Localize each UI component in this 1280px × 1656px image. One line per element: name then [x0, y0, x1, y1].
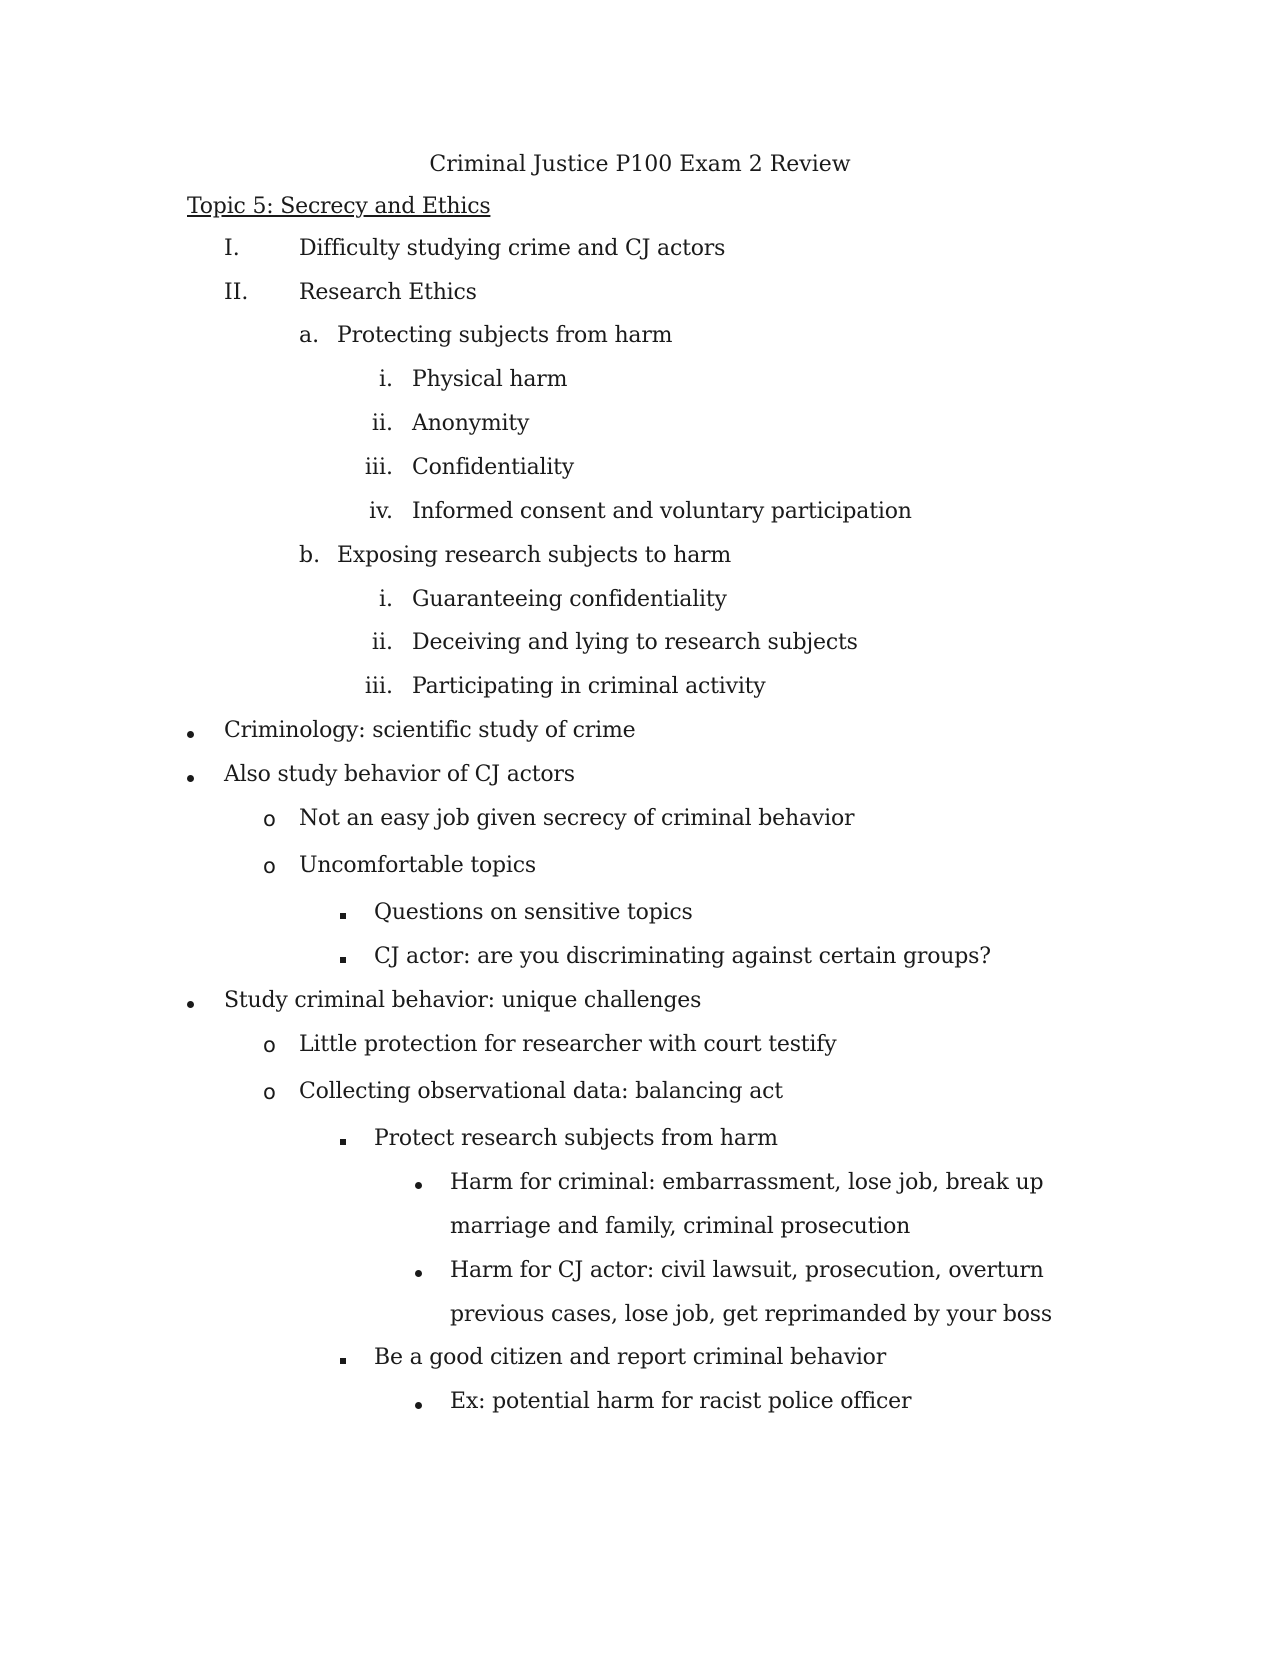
- sub-bullet-text: Little protection for researcher with court testify: [299, 1032, 837, 1057]
- sub-bullet-text: Not an easy job given secrecy of criminal behavior: [299, 806, 855, 831]
- sub-sub-bullet-text: CJ actor: are you discriminating against certain groups?: [374, 944, 991, 969]
- small-roman-item-text: Participating in criminal activity: [412, 674, 766, 699]
- level4-bullet-text: Harm for CJ actor: civil lawsuit, prosecution, overturn: [450, 1258, 1044, 1283]
- bullet-dot-icon: [415, 1182, 422, 1189]
- sub-bullet-text: Collecting observational data: balancing act: [299, 1079, 783, 1104]
- roman-marker: I.: [224, 236, 240, 261]
- small-roman-marker: iv.: [369, 499, 393, 524]
- sub-sub-bullet-text: Questions on sensitive topics: [374, 900, 693, 925]
- level4-bullet-text: Harm for criminal: embarrassment, lose job, break up: [450, 1170, 1044, 1195]
- sub-bullet-text: Uncomfortable topics: [299, 853, 536, 878]
- bullet-dot-icon: [187, 1001, 194, 1008]
- letter-item-text: Protecting subjects from harm: [337, 323, 673, 348]
- small-roman-marker: ii.: [371, 630, 393, 655]
- hollow-bullet-icon: o: [263, 1033, 276, 1057]
- level4-bullet-text: Ex: potential harm for racist police officer: [450, 1389, 912, 1414]
- small-roman-item-text: Guaranteeing confidentiality: [412, 587, 727, 612]
- bullet-dot-icon: [415, 1270, 422, 1277]
- small-roman-marker: iii.: [364, 674, 393, 699]
- square-bullet-icon: [340, 913, 346, 919]
- small-roman-marker: ii.: [371, 411, 393, 436]
- sub-sub-bullet-text: Be a good citizen and report criminal behavior: [374, 1345, 887, 1370]
- hollow-bullet-icon: o: [263, 807, 276, 831]
- small-roman-marker: i.: [378, 587, 393, 612]
- bullet-item-text: Criminology: scientific study of crime: [224, 718, 636, 743]
- bullet-dot-icon: [187, 731, 194, 738]
- small-roman-item-text: Anonymity: [412, 411, 530, 436]
- small-roman-item-text: Physical harm: [412, 367, 568, 392]
- document-title: Criminal Justice P100 Exam 2 Review: [429, 152, 851, 177]
- bullet-item-text: Also study behavior of CJ actors: [224, 762, 575, 787]
- bullet-item-text: Study criminal behavior: unique challenges: [224, 988, 702, 1013]
- level4-bullet-text-continued: marriage and family, criminal prosecution: [450, 1214, 911, 1239]
- square-bullet-icon: [340, 957, 346, 963]
- square-bullet-icon: [340, 1358, 346, 1364]
- hollow-bullet-icon: o: [263, 854, 276, 878]
- topic-heading: Topic 5: Secrecy and Ethics: [187, 194, 491, 219]
- level4-bullet-text-continued: previous cases, lose job, get reprimanded by your boss: [450, 1302, 1052, 1327]
- bullet-dot-icon: [187, 775, 194, 782]
- small-roman-marker: iii.: [364, 455, 393, 480]
- small-roman-marker: i.: [378, 367, 393, 392]
- sub-sub-bullet-text: Protect research subjects from harm: [374, 1126, 778, 1151]
- letter-marker: b.: [299, 543, 321, 568]
- letter-item-text: Exposing research subjects to harm: [337, 543, 732, 568]
- roman-item-text: Research Ethics: [299, 280, 477, 305]
- roman-item-text: Difficulty studying crime and CJ actors: [299, 236, 726, 261]
- small-roman-item-text: Confidentiality: [412, 455, 575, 480]
- hollow-bullet-icon: o: [263, 1080, 276, 1104]
- small-roman-item-text: Informed consent and voluntary participation: [412, 499, 912, 524]
- small-roman-item-text: Deceiving and lying to research subjects: [412, 630, 858, 655]
- square-bullet-icon: [340, 1139, 346, 1145]
- roman-marker: II.: [224, 280, 249, 305]
- letter-marker: a.: [299, 323, 320, 348]
- bullet-dot-icon: [415, 1402, 422, 1409]
